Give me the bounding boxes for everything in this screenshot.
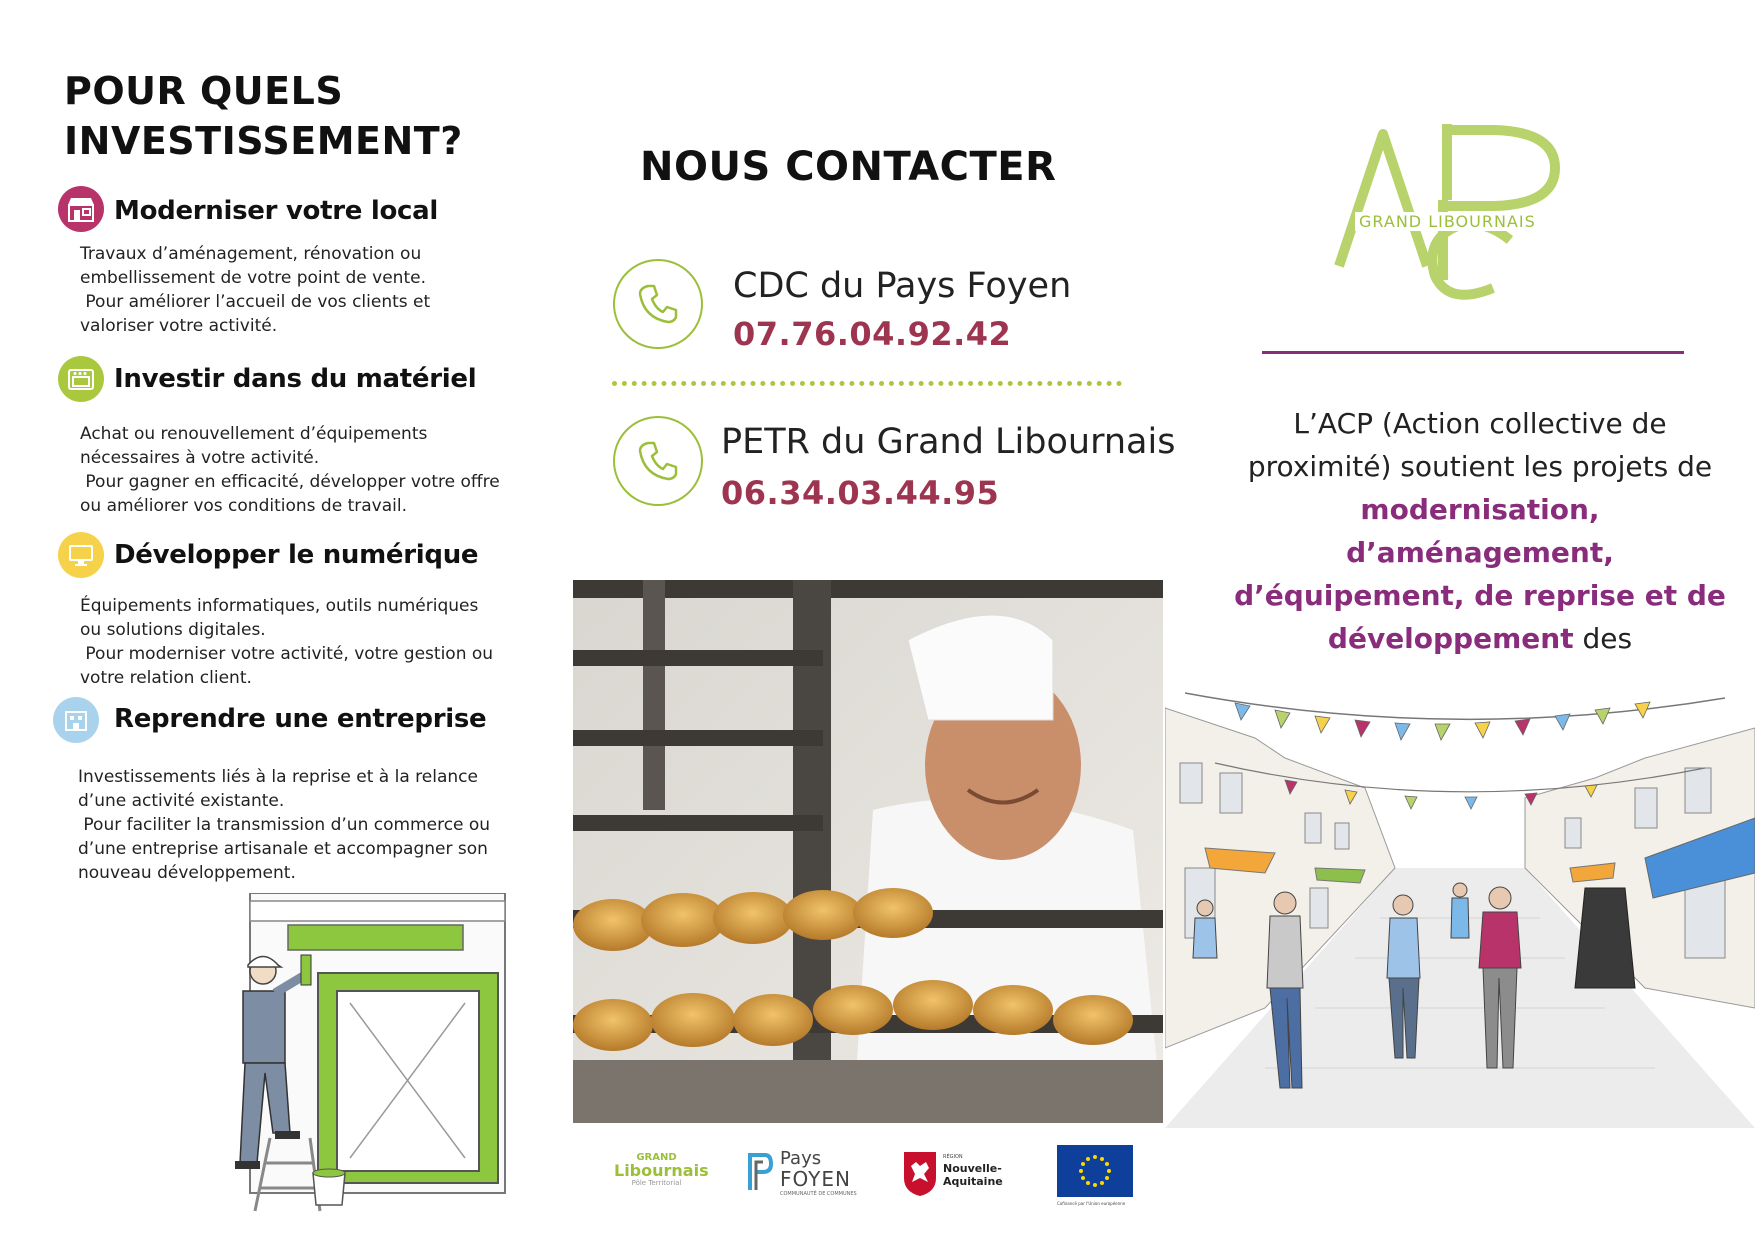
phone-icon[interactable] [613, 259, 703, 349]
text-line: ou améliorer vos conditions de travail. [80, 496, 407, 516]
logo-caption: Pôle Territorial [631, 1179, 682, 1187]
text-line: valoriser votre activité. [80, 316, 278, 336]
text-line: proximité) soutient les projets de [1247, 450, 1713, 483]
region-shield-icon [902, 1150, 938, 1198]
computer-icon [58, 532, 104, 578]
text-line: d’une activité existante. [78, 791, 285, 811]
eu-flag-icon [1057, 1145, 1133, 1197]
text-line: Investissements liés à la reprise et à la relance [78, 767, 478, 787]
text-line: Pour moderniser votre activité, votre gestion ou [80, 644, 494, 664]
section-title-moderniser: Moderniser votre local [114, 196, 438, 226]
highlight-purple: modernisation, d’aménagement, [1346, 493, 1614, 569]
section-title-numerique: Développer le numérique [114, 540, 479, 570]
text-line: L’ACP (Action collective de [1293, 407, 1667, 440]
section-text-moderniser [80, 242, 520, 338]
contact-phone-petr[interactable]: 06.34.03.44.95 [721, 474, 1000, 512]
acp-logo-subtitle: GRAND LIBOURNAIS [1355, 212, 1540, 231]
acp-description [1230, 402, 1730, 703]
logo-text: Nouvelle- [943, 1162, 1002, 1175]
text-line: nécessaires à votre activité. [80, 448, 320, 468]
building-icon [53, 697, 99, 743]
logo-caption: RÉGION [943, 1154, 963, 1160]
contact-divider [612, 381, 1122, 386]
text-line: Pour gagner en efficacité, développer votre offre [80, 472, 500, 492]
section-title-materiel: Investir dans du matériel [114, 364, 477, 394]
section-text-numerique [80, 594, 520, 690]
logo-text: FOYEN [780, 1167, 851, 1191]
contact-phone-cdc[interactable]: 07.76.04.92.42 [733, 315, 1012, 353]
street-illustration [1165, 668, 1755, 1128]
page-title [64, 66, 524, 166]
highlight-purple: d’équipement, de reprise et de [1234, 579, 1726, 612]
text-fragment: des [1573, 622, 1633, 655]
painter-illustration [215, 893, 515, 1213]
contact-name-cdc: CDC du Pays Foyen [733, 266, 1072, 306]
text-line: Travaux d’aménagement, rénovation ou [80, 244, 422, 264]
section-text-materiel [80, 422, 520, 518]
title-line-1: POUR QUELS [64, 69, 344, 113]
eu-flag-logo [1057, 1145, 1135, 1207]
text-line: ou solutions digitales. [80, 620, 266, 640]
text-line: Pour améliorer l’accueil de vos clients et [80, 292, 431, 312]
pays-foyen-mark-icon [747, 1152, 773, 1192]
logo-text: GRAND [636, 1152, 677, 1163]
text-line: embellissement de votre point de vente. [80, 268, 426, 288]
highlight-purple: développement [1327, 622, 1574, 655]
contact-title: NOUS CONTACTER [640, 144, 1057, 190]
text-line: d’une entreprise artisanale et accompagner son [78, 839, 488, 859]
text-line: Équipements informatiques, outils numériques [80, 596, 479, 616]
nouvelle-aquitaine-logo [902, 1150, 1007, 1202]
acp-logo [1325, 110, 1585, 300]
logo-text: Libournais [614, 1161, 709, 1180]
text-line: Pour faciliter la transmission d’un commerce ou [78, 815, 491, 835]
text-line: votre relation client. [80, 668, 252, 688]
text-line: Achat ou renouvellement d’équipements [80, 424, 428, 444]
contact-name-petr: PETR du Grand Libournais [721, 422, 1176, 462]
pays-foyen-logo [747, 1148, 862, 1208]
title-line-2: INVESTISSEMENT? [64, 119, 463, 163]
purple-divider [1262, 351, 1684, 354]
baker-photo [573, 580, 1163, 1123]
phone-icon[interactable] [613, 416, 703, 506]
logo-text: Pays [780, 1148, 822, 1169]
logo-caption: COMMUNAUTÉ DE COMMUNES [780, 1191, 857, 1197]
grand-libournais-logo [614, 1152, 709, 1207]
logo-text: Aquitaine [943, 1175, 1003, 1188]
section-title-reprendre: Reprendre une entreprise [114, 704, 487, 734]
storefront-icon [58, 186, 104, 232]
logo-caption: Cofinancé par l'Union européenne [1057, 1201, 1126, 1206]
text-line: nouveau développement. [78, 863, 296, 883]
acp-logo-mark-icon [1325, 110, 1585, 300]
section-text-reprendre [78, 765, 528, 885]
oven-icon [58, 356, 104, 402]
